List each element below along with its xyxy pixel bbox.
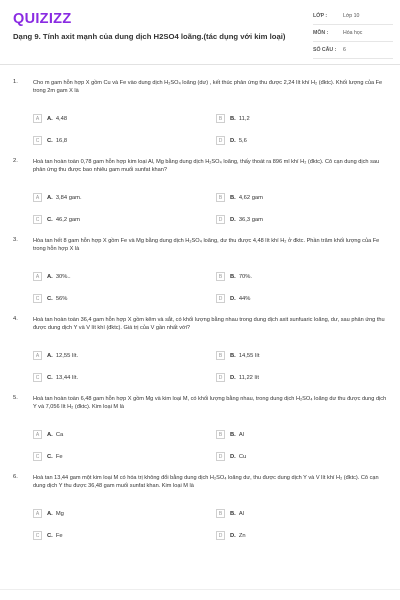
option-text: 11,2	[238, 115, 250, 122]
option-text: 36,3 gam	[238, 216, 263, 223]
option-text: 4,62 gam	[238, 194, 263, 201]
option-checkbox[interactable]: D	[216, 136, 225, 145]
option-letter: D.	[230, 453, 236, 460]
worksheet-title: Dạng 9. Tính axit mạnh của dung dịch H2SO4 loãng.(tác dụng với kim loại)	[13, 32, 286, 41]
meta-value: Lớp 10	[343, 13, 360, 19]
option-checkbox[interactable]: D	[216, 452, 225, 461]
question-text: Hoà tan 13,44 gam một kim loại M có hóa trị không đổi bằng dung dịch H₂SO₄ loãng dư, thu được dung dịch Y và V lít khí H₂ (đktc). Cô cạn dung dịch Y thu được 36,48 gam muối sunfat khan. Kim loại M là	[33, 475, 379, 490]
answer-option[interactable]	[33, 429, 63, 440]
option-checkbox[interactable]: A	[33, 114, 42, 123]
option-checkbox[interactable]: D	[216, 373, 225, 382]
meta-label: LỚP :	[313, 13, 328, 19]
question-text: Hoà tan hoàn toàn 36,4 gam hỗn hợp X gồm kẽm và sắt, có khối lượng bằng nhau trong dung dịch axit sunfuaric loãng, dư, sau phản ứng thu được dung dịch Y và V lít khí (đktc). Giá trị của V gần nhất với?	[33, 317, 385, 332]
option-checkbox[interactable]: C	[33, 294, 42, 303]
answer-option[interactable]	[216, 192, 263, 203]
answer-option[interactable]	[216, 113, 250, 124]
answer-option[interactable]	[33, 192, 82, 203]
answer-option[interactable]	[33, 271, 71, 282]
option-letter: C.	[47, 453, 53, 460]
option-checkbox[interactable]: B	[216, 193, 225, 202]
option-text: 56%	[55, 295, 68, 302]
option-letter: C.	[47, 374, 53, 381]
option-letter: C.	[47, 216, 53, 223]
option-text: 11,22 lít	[238, 374, 260, 381]
meta-value: 6	[343, 47, 346, 53]
answer-option[interactable]	[216, 429, 244, 440]
worksheet-header	[0, 0, 400, 65]
option-letter: A.	[47, 510, 53, 517]
option-checkbox[interactable]: A	[33, 193, 42, 202]
option-checkbox[interactable]: C	[33, 215, 42, 224]
option-text: Al	[238, 431, 244, 438]
option-letter: A.	[47, 273, 53, 280]
option-letter: B.	[230, 431, 236, 438]
option-checkbox[interactable]: B	[216, 272, 225, 281]
option-letter: A.	[47, 431, 53, 438]
answer-option[interactable]	[216, 530, 246, 541]
option-checkbox[interactable]: D	[216, 531, 225, 540]
answer-option[interactable]	[33, 214, 80, 225]
answer-option[interactable]	[33, 113, 67, 124]
option-text: 4,48	[55, 115, 68, 122]
option-text: Cu	[238, 453, 247, 460]
option-letter: A.	[47, 115, 53, 122]
option-text: 30%..	[55, 273, 71, 280]
option-text: 46,2 gam	[55, 216, 80, 223]
option-letter: C.	[47, 532, 53, 539]
option-text: Zn	[238, 532, 246, 539]
footer-divider	[0, 589, 400, 590]
option-text: 13,44 lít.	[55, 374, 79, 381]
option-checkbox[interactable]: D	[216, 294, 225, 303]
option-text: Ca	[55, 431, 64, 438]
answer-option[interactable]	[33, 293, 67, 304]
question-text: Cho m gam hỗn hợp X gồm Cu và Fe vào dung dịch H₂SO₄ loãng (dư) , kết thúc phản ứng thu được 2,24 lít khí H₂ (đktc). Khối lượng của Fe trong 2m gam X là	[33, 80, 383, 95]
answer-option[interactable]	[33, 135, 67, 146]
option-letter: B.	[230, 273, 236, 280]
question-text: Hòa tan hết 8 gam hỗn hợp X gồm Fe và Mg bằng dung dịch H₂SO₄ loãng, dư thu được 4,48 lít khí H₂ ở đktc. Phần trăm khối lượng của Fe trong hỗn hợp X là	[33, 238, 380, 253]
option-text: 14,55 lít	[238, 352, 260, 359]
option-letter: A.	[47, 352, 53, 359]
option-letter: B.	[230, 510, 236, 517]
answer-option[interactable]	[216, 350, 259, 361]
option-text: 3,84 gam.	[55, 194, 82, 201]
option-checkbox[interactable]: C	[33, 452, 42, 461]
option-letter: C.	[47, 137, 53, 144]
option-checkbox[interactable]: B	[216, 351, 225, 360]
option-checkbox[interactable]: C	[33, 531, 42, 540]
option-text: 12,55 lít.	[55, 352, 79, 359]
meta-label: SỐ CÂU :	[313, 47, 337, 53]
question-number: 3.	[13, 237, 18, 243]
option-letter: A.	[47, 194, 53, 201]
answer-option[interactable]	[216, 135, 247, 146]
question-number: 1.	[13, 79, 18, 85]
answer-option[interactable]	[33, 372, 78, 383]
answer-option[interactable]	[33, 451, 63, 462]
answer-option[interactable]	[216, 372, 259, 383]
option-letter: B.	[230, 352, 236, 359]
question-text: Hoà tan hoàn toàn 6,48 gam hỗn hợp X gồm Mg và kim loại M, có khối lượng bằng nhau, trong dung dịch H₂SO₄ loãng dư thu được dung dịch Y và 7,056 lít H₂ (đktc). Kim loại M là	[33, 396, 387, 411]
option-checkbox[interactable]: A	[33, 351, 42, 360]
option-letter: D.	[230, 137, 236, 144]
option-checkbox[interactable]: B	[216, 430, 225, 439]
option-checkbox[interactable]: D	[216, 215, 225, 224]
option-text: 16,8	[55, 137, 68, 144]
option-letter: D.	[230, 374, 236, 381]
option-letter: D.	[230, 216, 236, 223]
answer-option[interactable]	[216, 293, 250, 304]
meta-table	[313, 8, 393, 59]
answer-option[interactable]	[216, 214, 263, 225]
option-text: 70%.	[238, 273, 253, 280]
option-text: Fe	[55, 453, 63, 460]
meta-row-subject	[313, 25, 393, 42]
option-checkbox[interactable]: A	[33, 430, 42, 439]
answer-option[interactable]	[33, 350, 78, 361]
option-text: Mg	[55, 510, 64, 517]
option-checkbox[interactable]: B	[216, 114, 225, 123]
answer-option[interactable]	[216, 271, 252, 282]
option-letter: D.	[230, 532, 236, 539]
option-checkbox[interactable]: C	[33, 136, 42, 145]
answer-option[interactable]	[33, 508, 64, 519]
option-letter: B.	[230, 115, 236, 122]
meta-label: MÔN :	[313, 30, 329, 36]
meta-row-class	[313, 8, 393, 25]
option-text: Fe	[55, 532, 63, 539]
option-checkbox[interactable]: A	[33, 509, 42, 518]
answer-option[interactable]	[33, 530, 63, 541]
question-text: Hoà tan hoàn toàn 0,78 gam hỗn hợp kim loại Al, Mg bằng dung dịch H₂SO₄ loãng, thấy thoát ra 896 ml khí H₂ (đktc). Cô cạn dung dịch sau phản ứng thu được bao nhiêu gam muối sunfat khan?	[33, 159, 380, 174]
answer-option[interactable]	[216, 451, 246, 462]
quizizz-logo: QUIZIZZ	[13, 11, 72, 27]
option-letter: D.	[230, 295, 236, 302]
option-text: Al	[238, 510, 244, 517]
option-text: 44%	[238, 295, 251, 302]
question-number: 2.	[13, 158, 18, 164]
question-number: 5.	[13, 395, 18, 401]
option-checkbox[interactable]: C	[33, 373, 42, 382]
option-letter: C.	[47, 295, 53, 302]
option-text: 5,6	[238, 137, 247, 144]
option-letter: B.	[230, 194, 236, 201]
option-checkbox[interactable]: A	[33, 272, 42, 281]
meta-value: Hóa học	[343, 30, 363, 36]
question-number: 6.	[13, 474, 18, 480]
meta-row-count	[313, 42, 393, 59]
question-number: 4.	[13, 316, 18, 322]
answer-option[interactable]	[216, 508, 244, 519]
option-checkbox[interactable]: B	[216, 509, 225, 518]
